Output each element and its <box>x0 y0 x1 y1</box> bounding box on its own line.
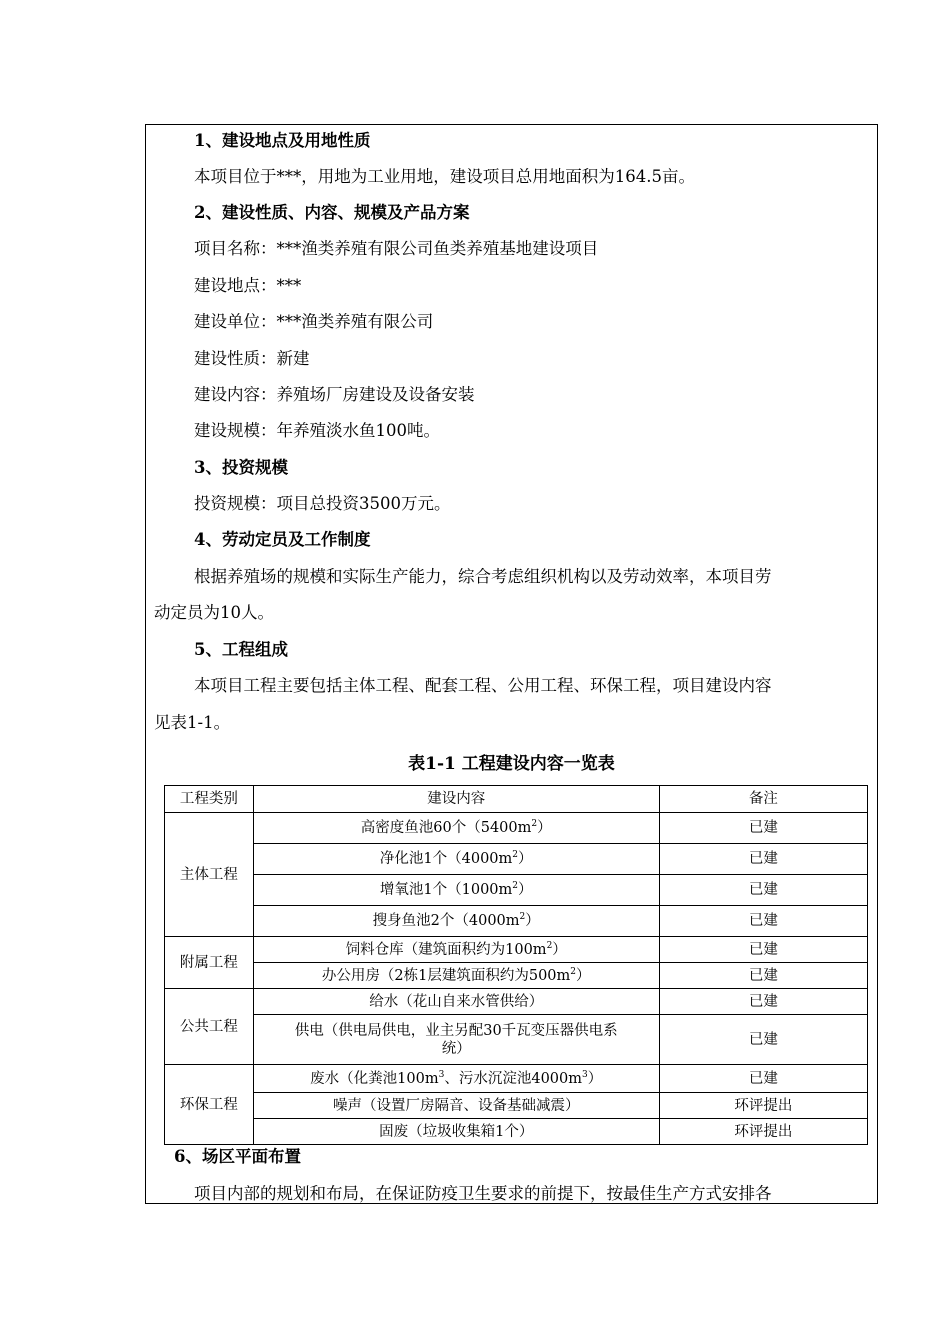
content-cell: 饲料仓库（建筑面积约为$100m^2$） <box>253 937 659 963</box>
section-1-heading: 1、建设地点及用地性质 <box>194 131 371 150</box>
section-4-text-line2: 动定员为10人。 <box>154 603 274 622</box>
section-3-heading: 3、投资规模 <box>194 458 288 477</box>
project-name: 项目名称：***渔类养殖有限公司鱼类养殖基地建设项目 <box>194 239 599 258</box>
engineering-content-table <box>164 785 868 1145</box>
section-6-text-line1: 项目内部的规划和布局，在保证防疫卫生要求的前提下，按最佳生产方式安排各 <box>194 1184 772 1203</box>
content-cell: 增氧池1个$(1000m^2)$ <box>253 875 659 906</box>
content-cell: 废水（化粪池$100m^3$、污水沉淀池$4000m^3$） <box>253 1065 659 1093</box>
content-cell: 办公用房（2栋1层建筑面积约为$500m^2$） <box>253 963 659 989</box>
table-row <box>165 844 868 875</box>
note-cell: 已建 <box>659 963 867 989</box>
content-cell: 供电（供电局供电，业主另配30千瓦变压器供电系 统） <box>253 1015 659 1065</box>
section-5-text-line1: 本项目工程主要包括主体工程、配套工程、公用工程、环保工程，项目建设内容 <box>194 676 772 695</box>
note-cell: 已建 <box>659 875 867 906</box>
note-cell: 已建 <box>659 1015 867 1065</box>
project-nature: 建设性质：新建 <box>194 349 310 368</box>
table-row <box>165 1093 868 1119</box>
content-cell: 净化池1个$(4000m^2)$ <box>253 844 659 875</box>
section-4-text-line1: 根据养殖场的规模和实际生产能力，综合考虑组织机构以及劳动效率，本项目劳 <box>194 567 772 586</box>
project-content: 建设内容：养殖场厂房建设及设备安装 <box>194 385 475 404</box>
section-5-heading: 5、工程组成 <box>194 640 288 659</box>
note-cell: 已建 <box>659 906 867 937</box>
header-content: 建设内容 <box>253 786 659 813</box>
section-3-text: 投资规模：项目总投资3500万元。 <box>194 494 451 513</box>
document-frame <box>145 124 878 1204</box>
content-cell: 固废（垃圾收集箱1个） <box>253 1119 659 1145</box>
content-cell: 给水（花山自来水管供给） <box>253 989 659 1015</box>
note-cell: 已建 <box>659 813 867 844</box>
table-row <box>165 813 868 844</box>
category-cell: 主体工程 <box>165 813 254 937</box>
project-unit: 建设单位：***渔类养殖有限公司 <box>194 312 434 331</box>
table-row <box>165 875 868 906</box>
table-row <box>165 963 868 989</box>
section-1-text: 本项目位于***，用地为工业用地，建设项目总用地面积为164.5亩。 <box>194 167 695 186</box>
note-cell: 已建 <box>659 989 867 1015</box>
table-row <box>165 989 868 1015</box>
note-cell: 环评提出 <box>659 1093 867 1119</box>
content-cell: 噪声（设置厂房隔音、设备基础减震） <box>253 1093 659 1119</box>
note-cell: 已建 <box>659 844 867 875</box>
project-location: 建设地点：*** <box>194 276 302 295</box>
note-cell: 已建 <box>659 937 867 963</box>
content-cell: 搜身鱼池2个$(4000m^2)$ <box>253 906 659 937</box>
category-cell: 环保工程 <box>165 1065 254 1145</box>
note-cell: 环评提出 <box>659 1119 867 1145</box>
section-4-heading: 4、劳动定员及工作制度 <box>194 530 371 549</box>
header-category: 工程类别 <box>165 786 254 813</box>
category-cell: 附属工程 <box>165 937 254 989</box>
header-note: 备注 <box>659 786 867 813</box>
table-header-row <box>165 786 868 813</box>
note-cell: 已建 <box>659 1065 867 1093</box>
table-row <box>165 1119 868 1145</box>
table-row <box>165 1065 868 1093</box>
table-row <box>165 906 868 937</box>
table-caption: 表1-1 工程建设内容一览表 <box>408 754 615 774</box>
section-6-heading: 6、场区平面布置 <box>174 1147 301 1166</box>
table-row <box>165 937 868 963</box>
content-cell: 高密度鱼池60个$(5400m^2)$ <box>253 813 659 844</box>
category-cell: 公共工程 <box>165 989 254 1065</box>
table-row <box>165 1015 868 1065</box>
project-scale: 建设规模：年养殖淡水鱼100吨。 <box>194 421 440 440</box>
section-2-heading: 2、建设性质、内容、规模及产品方案 <box>194 203 470 222</box>
section-5-text-line2: 见表1-1。 <box>154 713 231 732</box>
